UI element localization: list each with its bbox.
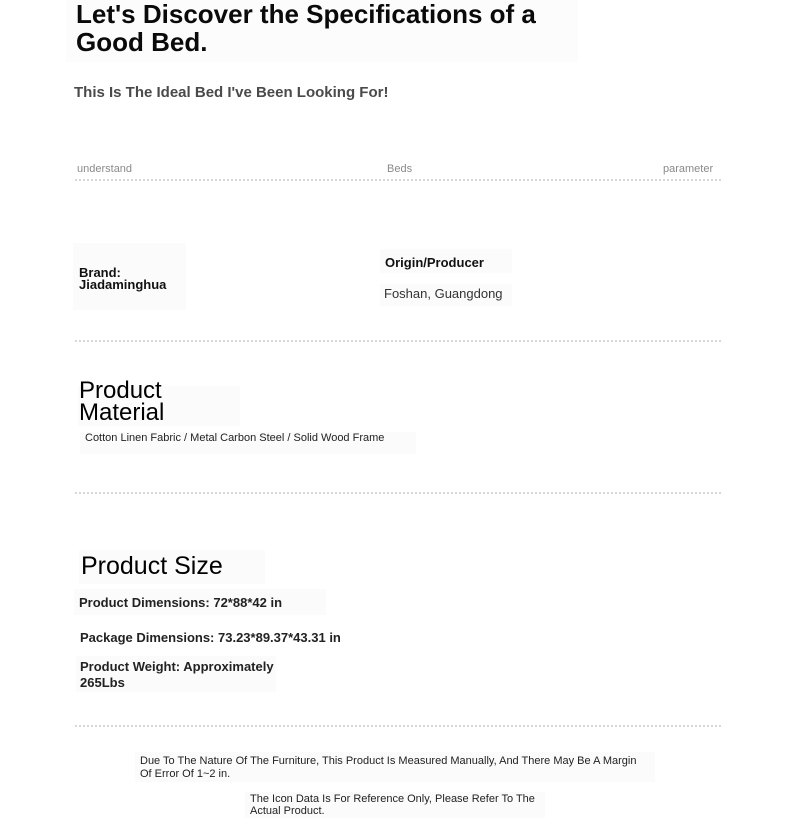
column-header-parameter: parameter (663, 163, 714, 175)
reference-note: The Icon Data Is For Reference Only, Please Refer To The Actual Product. (250, 793, 535, 817)
column-header-understand: understand (77, 163, 133, 175)
product-weight: Product Weight: Approximately 265Lbs (80, 659, 274, 690)
column-header-beds: Beds (387, 163, 413, 175)
material-title: Product Material (79, 377, 165, 426)
measure-note: Due To The Nature Of The Furniture, This Product Is Measured Manually, And There May Be A Margin Of Error Of 1~2 in. (140, 755, 637, 780)
section-divider-3 (75, 725, 721, 727)
header-divider (75, 179, 721, 181)
size-title: Product Size (81, 552, 223, 580)
product-dimensions: Product Dimensions: 72*88*42 in (79, 595, 283, 610)
brand-text: Brand: Jiadaminghua (79, 265, 167, 292)
material-value: Cotton Linen Fabric / Metal Carbon Steel / Solid Wood Frame (85, 432, 385, 444)
origin-value: Foshan, Guangdong (384, 286, 503, 301)
section-divider-2 (75, 492, 721, 494)
page-subtitle: This Is The Ideal Bed I've Been Looking For! (74, 84, 389, 101)
page-title: Let's Discover the Specifications of a Good Bed. (76, 0, 536, 57)
section-divider-1 (75, 340, 721, 342)
origin-label: Origin/Producer (385, 255, 484, 270)
package-dimensions: Package Dimensions: 73.23*89.37*43.31 in (80, 630, 341, 645)
